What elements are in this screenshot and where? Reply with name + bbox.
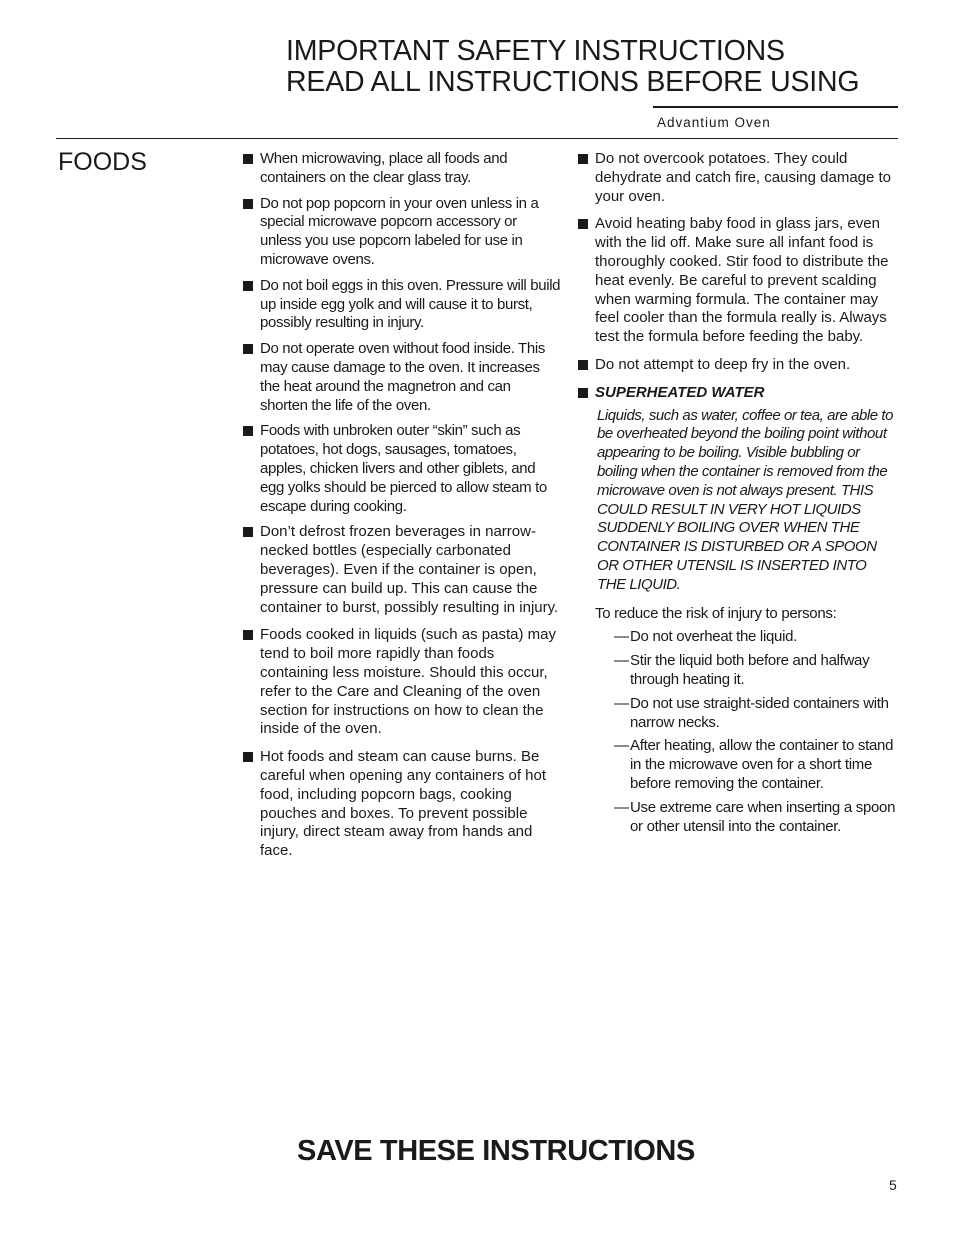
em-dash-icon: — <box>614 652 629 670</box>
square-bullet-icon <box>243 752 253 762</box>
reduce-risk-intro: To reduce the risk of injury to persons: <box>595 604 837 622</box>
superheated-water-warning: Liquids, such as water, coffee or tea, are able to be overheated beyond the boiling point without appearing to be boiling. Visible bubbling or boiling when the container is removed from the microwave oven is not always present. THIS COULD RESULT IN VERY HOT LIQUIDS SUDDENLY BOILING OVER WHEN THE CONTAINER IS DISTURBED OR A SPOON OR OTHER UTENSIL IS INSERTED INTO THE LIQUID. <box>597 406 894 593</box>
save-instructions-footer: SAVE THESE INSTRUCTIONS <box>297 1135 695 1167</box>
left-column <box>243 150 561 868</box>
em-dash-icon: — <box>614 694 629 712</box>
square-bullet-icon <box>243 199 253 209</box>
right-column <box>578 150 898 841</box>
square-bullet-icon <box>578 388 588 398</box>
list-item: Avoid heating baby food in glass jars, even with the lid off. Make sure all infant food is thoroughly cooked. Stir food to distribute the heat evenly. Be careful to prevent scalding when warming formula. The container may feel cooler than the formula really is. Always test the formula before feeding the baby. <box>578 215 898 347</box>
dash-list-item: — Do not use straight-sided containers with narrow necks. <box>614 694 889 731</box>
page-number: 5 <box>889 1177 897 1193</box>
section-title: FOODS <box>58 148 147 176</box>
page-title <box>286 36 859 98</box>
list-item: Don’t defrost frozen beverages in narrow-necked bottles (especially carbonated beverages). Even if the container is open, pressure can build up. This can cause the container to burst, possibly resulting in injury. <box>243 523 561 617</box>
square-bullet-icon <box>243 344 253 354</box>
square-bullet-icon <box>243 630 253 640</box>
em-dash-icon: — <box>614 798 629 816</box>
square-bullet-icon <box>578 360 588 370</box>
list-item: Do not attempt to deep fry in the oven. <box>578 356 898 375</box>
page-title-line-2: READ ALL INSTRUCTIONS BEFORE USING <box>286 66 860 98</box>
list-item: Do not boil eggs in this oven. Pressure will build up inside egg yolk and will cause it to burst, possibly resulting in injury. <box>243 277 561 333</box>
list-item: When microwaving, place all foods and containers on the clear glass tray. <box>243 150 561 188</box>
square-bullet-icon <box>243 281 253 291</box>
em-dash-icon: — <box>614 628 629 646</box>
list-item: Foods with unbroken outer “skin” such as potatoes, hot dogs, sausages, tomatoes, apples, chicken livers and other giblets, and egg yolks should be pierced to allow steam to escape during cooking. <box>243 422 561 516</box>
square-bullet-icon <box>243 426 253 436</box>
list-item: Do not overcook potatoes. They could dehydrate and catch fire, causing damage to your oven. <box>578 150 898 206</box>
dash-list-item: — After heating, allow the container to stand in the microwave oven for a short time before removing the container. <box>614 737 894 792</box>
header-divider-long <box>56 138 898 139</box>
list-item: Foods cooked in liquids (such as pasta) may tend to boil more rapidly than foods containing less moisture. Should this occur, refer to the Care and Cleaning of the oven section for instructions on how to clean the inside of the oven. <box>243 626 561 739</box>
square-bullet-icon <box>578 154 588 164</box>
dash-list-item: — Stir the liquid both before and halfway through heating it. <box>614 652 870 688</box>
dash-list <box>614 628 898 836</box>
em-dash-icon: — <box>614 737 629 755</box>
product-name: Advantium Oven <box>657 115 771 130</box>
list-item: Do not pop popcorn in your oven unless in a special microwave popcorn accessory or unless you use popcorn labeled for use in microwave ovens. <box>243 195 561 270</box>
header-divider-short <box>653 106 898 108</box>
square-bullet-icon <box>243 527 253 537</box>
list-item: Hot foods and steam can cause burns. Be careful when opening any containers of hot food, including popcorn bags, cooking pouches and boxes. To prevent possible injury, direct steam away from hands and face. <box>243 748 561 861</box>
dash-list-item: — Use extreme care when inserting a spoon or other utensil into the container. <box>614 798 896 835</box>
superheated-water-heading: SUPERHEATED WATER <box>578 384 898 403</box>
page-title-line-1: IMPORTANT SAFETY INSTRUCTIONS <box>286 35 785 67</box>
square-bullet-icon <box>243 154 253 164</box>
dash-list-item: — Do not overheat the liquid. <box>614 628 798 646</box>
list-item: Do not operate oven without food inside. This may cause damage to the oven. It increases the heat around the magnetron and can shorten the life of the oven. <box>243 340 561 415</box>
square-bullet-icon <box>578 219 588 229</box>
